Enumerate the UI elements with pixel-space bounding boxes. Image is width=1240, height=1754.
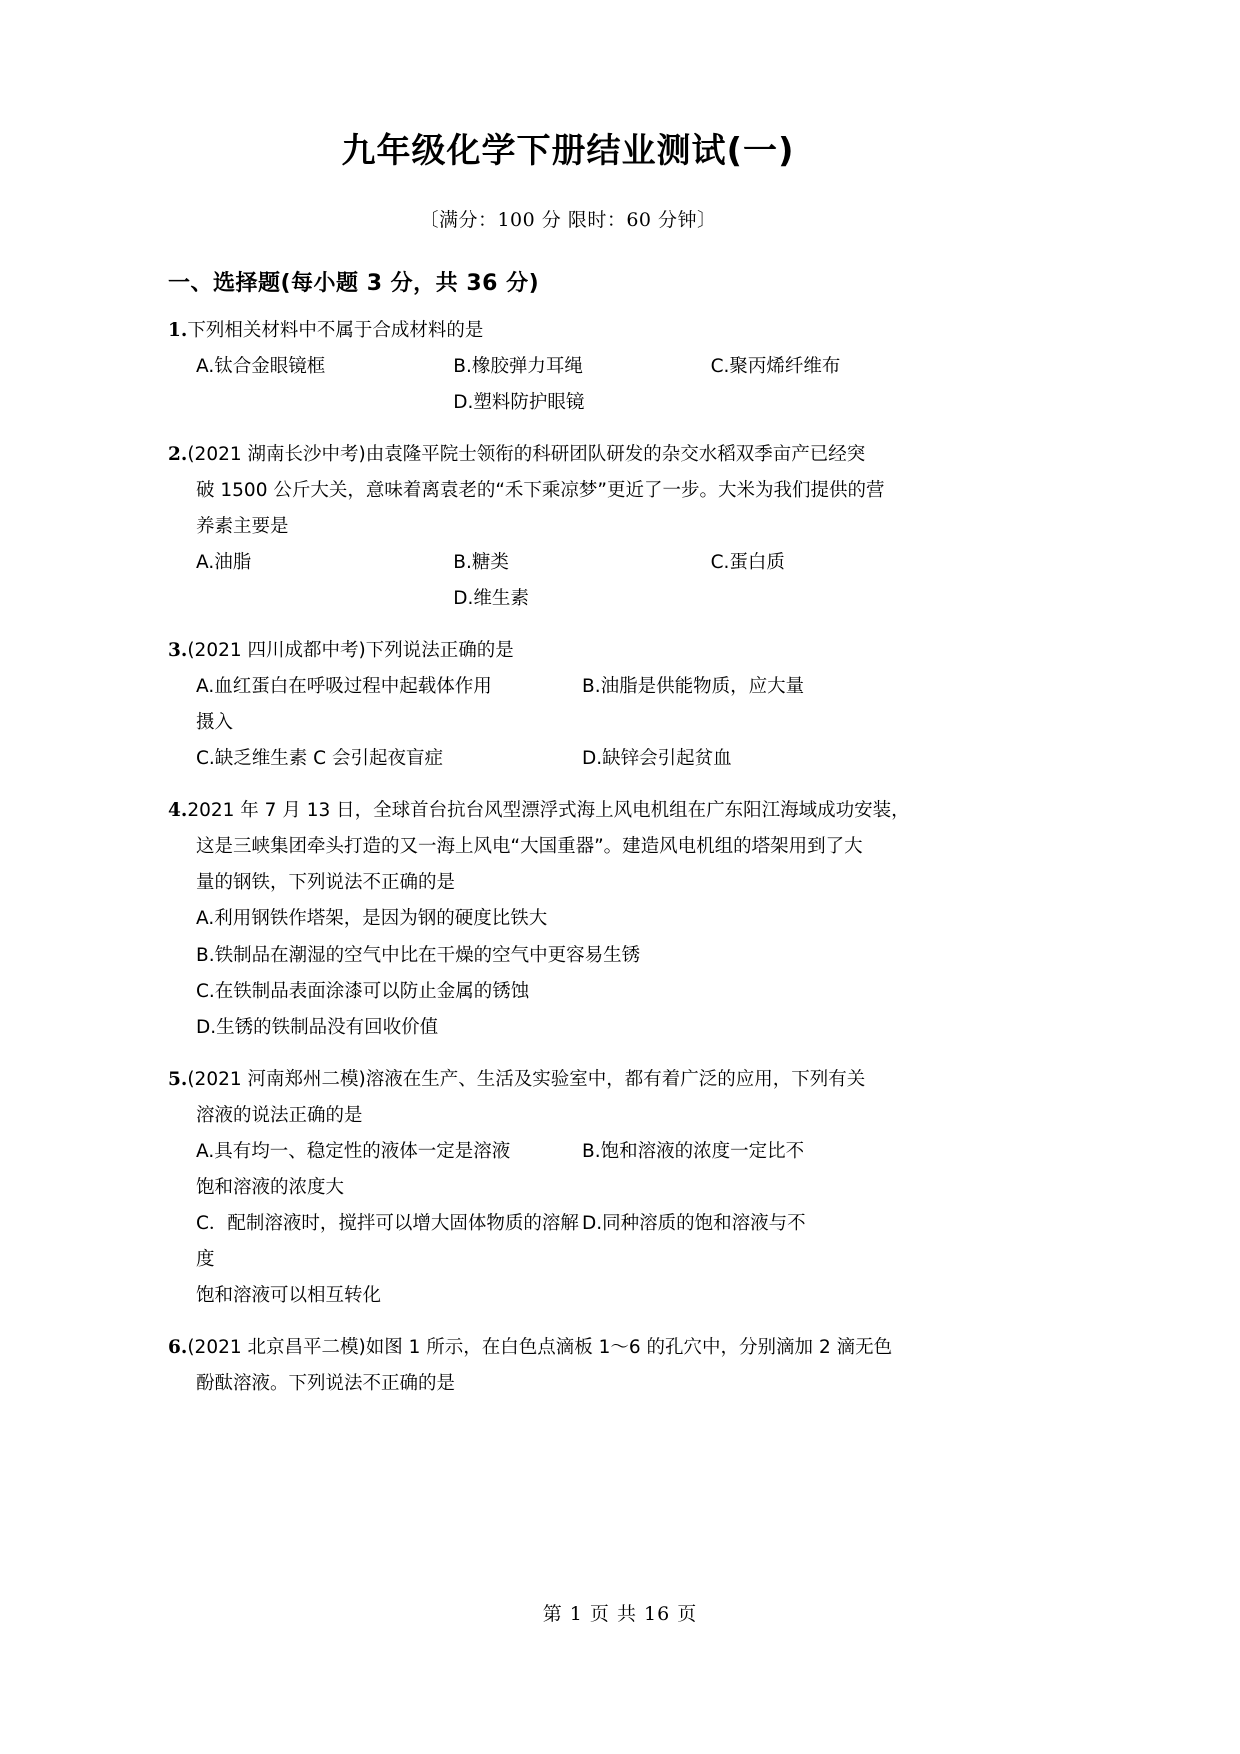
question-3-options-row-cd [168, 741, 968, 777]
question-2-options-row-d [168, 581, 968, 617]
question-5-option-b-continuation: 饱和溶液的浓度大 [196, 1176, 345, 1198]
question-2-options-row [168, 545, 968, 581]
question-5-option-c[interactable]: C．配制溶液时，搅拌可以增大固体物质的溶解度 [196, 1212, 579, 1270]
question-2-option-d[interactable]: D.维生素 [453, 587, 529, 609]
section-heading-multiple-choice: 一、选择题(每小题 3 分，共 36 分) [168, 270, 540, 296]
question-5-options-row-cd [168, 1206, 968, 1278]
question-1-option-b[interactable]: B.橡胶弹力耳绳 [453, 355, 583, 377]
question-1-stem [168, 313, 968, 349]
question-4-option-a[interactable]: A.利用钢铁作塔架，是因为钢的硬度比铁大 [196, 908, 548, 930]
question-5-options-row-ab [168, 1134, 968, 1170]
question-3-option-d[interactable]: D.缺锌会引起贫血 [582, 748, 732, 770]
question-5-text: (2021 河南郑州二模)溶液在生产、生活及实验室中，都有着广泛的应用，下列有关 [187, 1068, 866, 1090]
page-title: 九年级化学下册结业测试(一) [341, 131, 795, 171]
question-1-option-d[interactable]: D.塑料防护眼镜 [453, 391, 585, 413]
question-5-option-d[interactable]: D.同种溶质的饱和溶液与不 [582, 1212, 806, 1234]
question-4-number: 4. [168, 800, 188, 822]
question-3-option-a[interactable]: A.血红蛋白在呼吸过程中起载体作用 [196, 676, 492, 698]
question-4 [168, 793, 968, 1045]
question-1-options-row [168, 349, 968, 385]
question-5-number: 5. [168, 1068, 188, 1090]
question-1-options-row-d [168, 385, 968, 421]
question-5-option-b[interactable]: B.饱和溶液的浓度一定比不 [582, 1140, 805, 1162]
question-2-option-c[interactable]: C.蛋白质 [710, 551, 785, 573]
question-3-number: 3. [168, 640, 188, 661]
question-2-stem-line-2: 破 1500 公斤大关，意味着离袁老的“禾下乘凉梦”更近了一步。大米为我们提供的营 [196, 479, 885, 501]
question-4-option-c[interactable]: C.在铁制品表面涂漆可以防止金属的锈蚀 [196, 980, 530, 1002]
question-2-option-b[interactable]: B.糖类 [453, 551, 509, 573]
question-1-option-a[interactable]: A.钛合金眼镜框 [196, 355, 326, 377]
question-3-stem [168, 633, 968, 669]
question-3-options-row-ab [168, 669, 968, 705]
question-6-stem-line-2: 酚酞溶液。下列说法不正确的是 [196, 1373, 456, 1395]
question-6 [168, 1330, 968, 1402]
question-2-stem [168, 437, 968, 473]
question-4-stem [168, 793, 968, 829]
question-1-option-c[interactable]: C.聚丙烯纤维布 [710, 355, 841, 377]
question-6-number: 6. [168, 1337, 188, 1359]
question-3-option-b[interactable]: B.油脂是供能物质，应大量 [582, 676, 805, 698]
question-5-option-a[interactable]: A.具有均一、稳定性的液体一定是溶液 [196, 1140, 511, 1162]
question-2-stem-line-3: 养素主要是 [196, 515, 289, 537]
page-content [168, 0, 968, 1402]
question-1-text: 下列相关材料中不属于合成材料的是 [187, 319, 484, 341]
question-4-stem-line-3: 量的钢铁，下列说法不正确的是 [196, 872, 456, 894]
question-2-number: 2. [168, 443, 188, 465]
question-2 [168, 437, 968, 617]
question-4-stem-line-2: 这是三峡集团牵头打造的又一海上风电“大国重器”。建造风电机组的塔架用到了大 [196, 836, 863, 858]
question-5-option-d-continuation: 饱和溶液可以相互转化 [196, 1285, 382, 1307]
question-6-stem [168, 1330, 968, 1366]
question-2-option-a[interactable]: A.油脂 [196, 551, 252, 573]
page-footer: 第 1 页 共 16 页 [542, 1603, 698, 1625]
question-5-stem-line-2: 溶液的说法正确的是 [196, 1104, 363, 1126]
exam-info-line: 〔满分：100 分 限时：60 分钟〕 [419, 208, 717, 231]
question-3-option-c[interactable]: C.缺乏维生素 C 会引起夜盲症 [196, 748, 443, 770]
question-4-option-b[interactable]: B.铁制品在潮湿的空气中比在干燥的空气中更容易生锈 [196, 944, 641, 966]
question-3-text: (2021 四川成都中考)下列说法正确的是 [187, 640, 514, 661]
question-6-text: (2021 北京昌平二模)如图 1 所示，在白色点滴板 1～6 的孔穴中，分别滴加 2 滴无色 [187, 1337, 893, 1359]
question-1-number: 1. [168, 319, 188, 341]
question-3-option-b-continuation: 摄入 [196, 712, 234, 734]
question-4-option-d[interactable]: D.生锈的铁制品没有回收价值 [196, 1016, 439, 1038]
question-1 [168, 313, 968, 421]
question-4-text: 2021 年 7 月 13 日，全球首台抗台风型漂浮式海上风电机组在广东阳江海域成功安装， [187, 800, 910, 822]
question-5-stem [168, 1062, 968, 1098]
question-3 [168, 633, 968, 777]
question-2-text: (2021 湖南长沙中考)由袁隆平院士领衔的科研团队研发的杂交水稻双季亩产已经突 [187, 443, 866, 465]
question-5 [168, 1062, 968, 1314]
